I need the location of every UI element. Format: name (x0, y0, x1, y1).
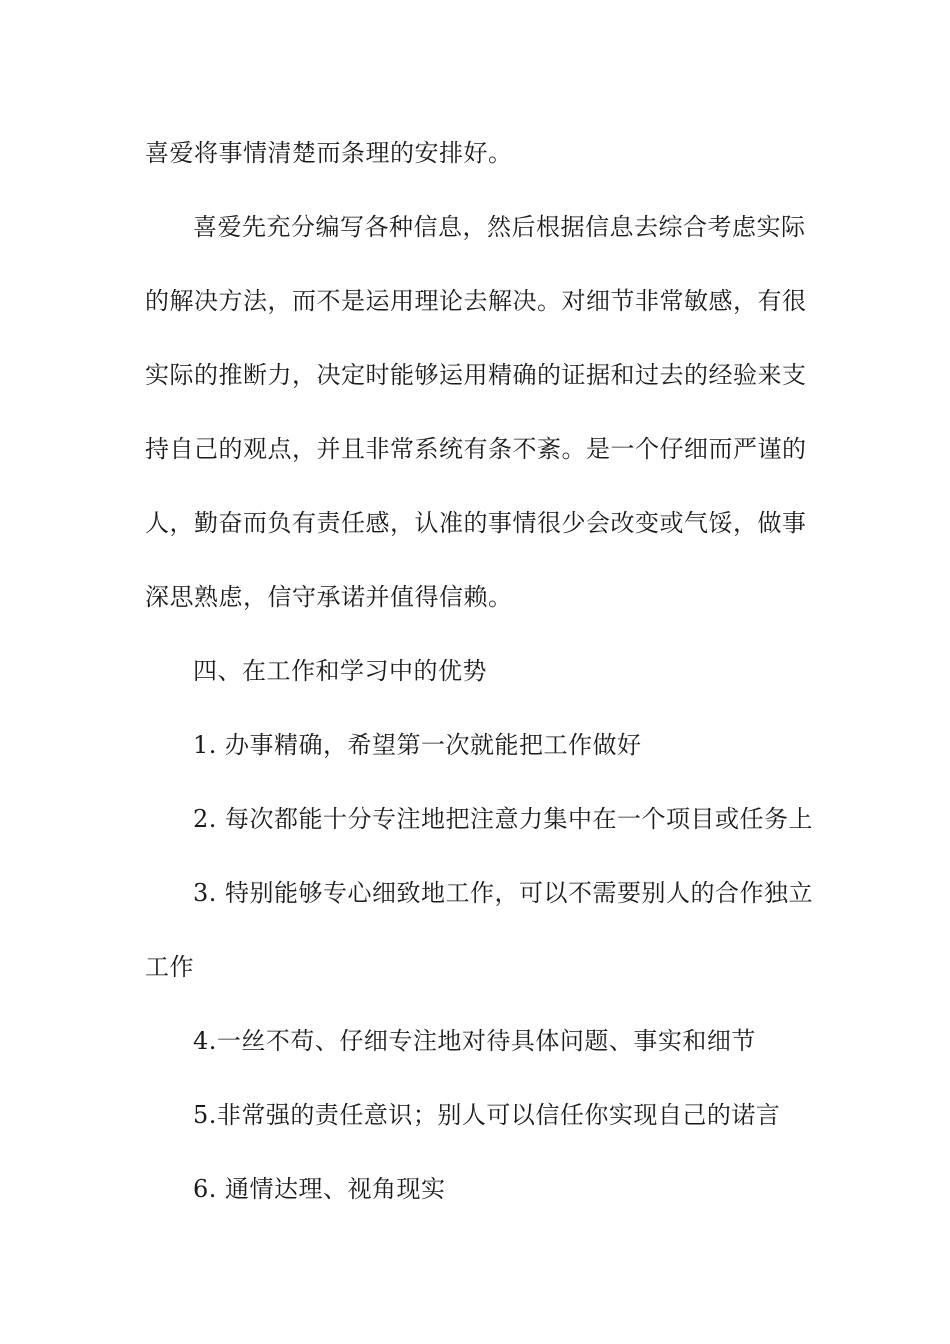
section-heading: 四、在工作和学习中的优势 (193, 657, 487, 685)
list-item: 5.非常强的责任意识；别人可以信任你实现自己的诺言 (193, 1101, 781, 1129)
list-item: 3. 特别能够专心细致地工作，可以不需要别人的合作独立 (193, 879, 814, 907)
paragraph-line: 的解决方法，而不是运用理论去解决。对细节非常敏感，有很 (145, 287, 807, 315)
list-item-continuation: 工作 (145, 953, 194, 981)
list-item: 4.一丝不苟、仔细专注地对待具体问题、事实和细节 (193, 1027, 756, 1055)
list-item: 1. 办事精确，希望第一次就能把工作做好 (193, 731, 642, 759)
paragraph-line: 深思熟虑，信守承诺并值得信赖。 (145, 583, 513, 611)
paragraph-line: 人，勤奋而负有责任感，认准的事情很少会改变或气馁，做事 (145, 509, 807, 537)
paragraph-line: 喜爱将事情清楚而条理的安排好。 (145, 139, 513, 167)
paragraph-line: 持自己的观点，并且非常系统有条不紊。是一个仔细而严谨的 (145, 435, 807, 463)
paragraph-line: 实际的推断力，决定时能够运用精确的证据和过去的经验来支 (145, 361, 807, 389)
list-item: 2. 每次都能十分专注地把注意力集中在一个项目或任务上 (193, 805, 814, 833)
list-item: 6. 通情达理、视角现实 (193, 1175, 446, 1203)
paragraph-line: 喜爱先充分编写各种信息，然后根据信息去综合考虑实际 (193, 213, 806, 241)
